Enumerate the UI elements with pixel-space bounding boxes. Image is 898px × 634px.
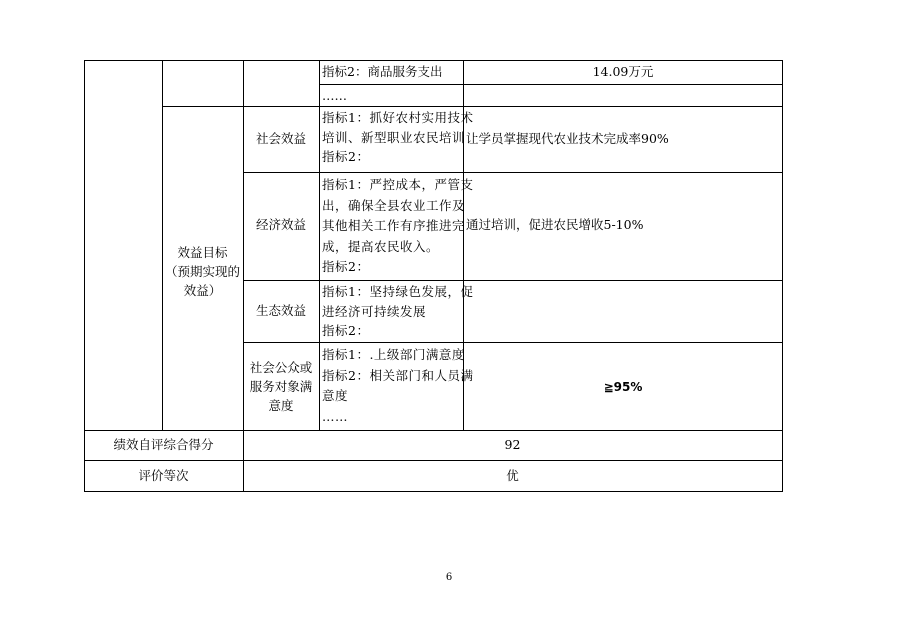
row-divider	[84, 430, 783, 431]
table-border-top	[84, 60, 783, 61]
page-number: 6	[445, 572, 453, 583]
satisfaction-label: 社会公众或 服务对象满 意度	[249, 360, 313, 413]
ecological-benefit-label: 生态效益	[255, 303, 306, 318]
row-divider	[243, 280, 783, 281]
row-divider	[319, 84, 783, 85]
indicator-cell: 指标2：商品服务支出	[322, 64, 443, 79]
col-divider	[243, 60, 244, 491]
benefit-category-label: 效益目标 （预期实现的 效益）	[164, 245, 240, 298]
indicator-ellipsis: ……	[322, 88, 347, 103]
score-value: 92	[504, 437, 521, 452]
col-divider	[319, 60, 320, 430]
economic-benefit-value: 通过培训，促进农民增收5-10%	[466, 217, 644, 232]
economic-benefit-label: 经济效益	[255, 217, 306, 232]
row-divider	[243, 342, 783, 343]
grade-label: 评价等次	[138, 468, 189, 483]
economic-benefit-indicators: 指标1：严控成本，严管支 出，确保全县农业工作及 其他相关工作有序推进完 成，提高农民收入。 指标2：	[322, 177, 474, 274]
value-cell: 14.09万元	[592, 64, 654, 79]
social-benefit-label: 社会效益	[255, 131, 306, 146]
table-border-right	[782, 60, 783, 492]
ecological-benefit-indicators: 指标1：坚持绿色发展，促 进经济可持续发展 指标2：	[322, 284, 474, 338]
social-benefit-indicators: 指标1：抓好农村实用技术 培训、新型职业农民培训 指标2：	[322, 110, 474, 164]
table-border-bottom	[84, 491, 783, 492]
satisfaction-indicators: 指标1：.上级部门满意度 指标2：相关部门和人员满 意度 ……	[322, 347, 474, 424]
satisfaction-value: ≧95%	[603, 380, 643, 394]
score-label: 绩效自评综合得分	[113, 437, 214, 452]
social-benefit-value: 让学员掌握现代农业技术完成率90%	[466, 131, 669, 146]
row-divider	[243, 172, 783, 173]
grade-value: 优	[506, 468, 519, 483]
table-border-left	[84, 60, 85, 492]
row-divider	[84, 460, 783, 461]
row-divider	[162, 106, 783, 107]
